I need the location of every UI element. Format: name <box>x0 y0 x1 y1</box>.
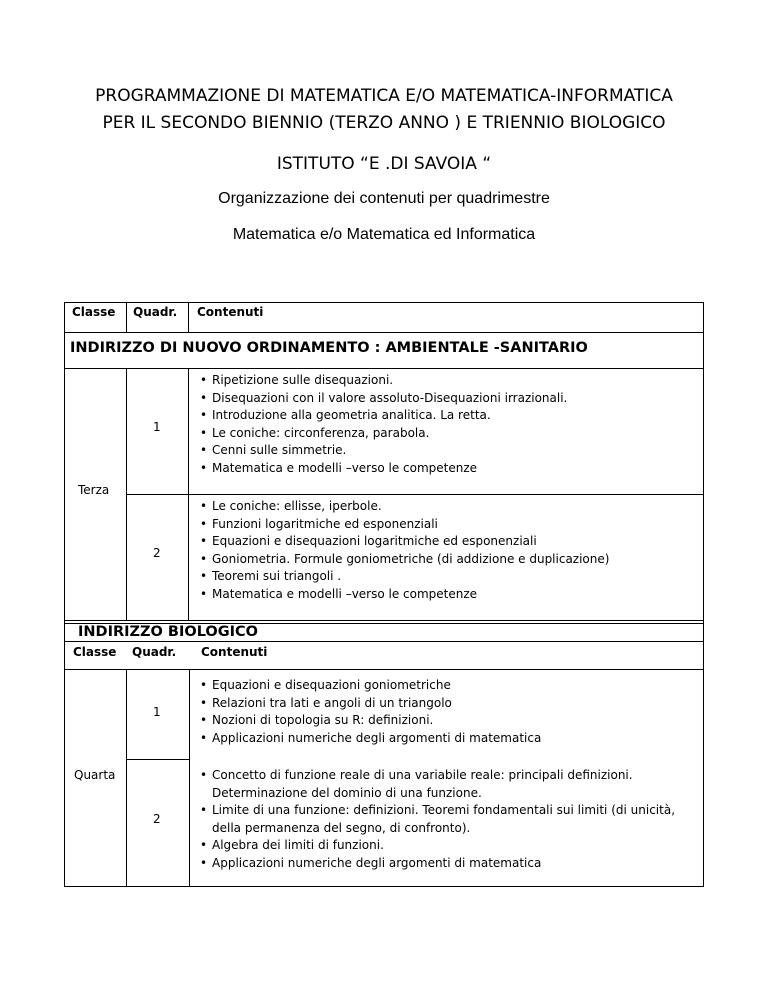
list-item: • Relazioni tra lati e angoli di un triangolo <box>200 695 698 713</box>
quadr-number: 2 <box>153 812 161 826</box>
list-item: • Applicazioni numeriche degli argomenti di matematica <box>200 730 698 748</box>
column-header-contenuti: Contenuti <box>201 645 268 659</box>
subtitle-organization: Organizzazione dei contenuti per quadrimestre <box>218 190 550 207</box>
list-item: • Matematica e modelli –verso le competenze <box>200 586 698 604</box>
list-item: • Ripetizione sulle disequazioni. <box>200 372 698 390</box>
section-title-biologico: INDIRIZZO BIOLOGICO <box>78 624 259 640</box>
list-item: • Teoremi sui triangoli . <box>200 568 698 586</box>
section-title-ambientale-sanitario: INDIRIZZO DI NUOVO ORDINAMENTO : AMBIENTALE -SANITARIO <box>70 340 588 356</box>
table-border <box>126 494 704 495</box>
table-border <box>64 368 704 369</box>
table-border <box>64 623 65 887</box>
table-border <box>126 669 127 887</box>
document-title-line2: PER IL SECONDO BIENNIO (TERZO ANNO ) E TRIENNIO BIOLOGICO <box>102 113 666 133</box>
list-item: • Equazioni e disequazioni goniometriche <box>200 677 698 695</box>
list-item: • Disequazioni con il valore assoluto-Disequazioni irrazionali. <box>200 390 698 408</box>
list-item: • Limite di una funzione: definizioni. Teoremi fondamentali sui limiti (di unicità, della permanenza del segno, di confronto). <box>200 802 688 837</box>
content-list <box>200 498 698 604</box>
list-item: • Nozioni di topologia su R: definizioni. <box>200 712 698 730</box>
list-item: • Le coniche: circonferenza, parabola. <box>200 425 698 443</box>
content-list <box>200 767 688 873</box>
classe-label: Quarta <box>74 768 116 782</box>
list-item: • Funzioni logaritmiche ed esponenziali <box>200 516 698 534</box>
list-item: • Cenni sulle simmetrie. <box>200 442 698 460</box>
subtitle-subject: Matematica e/o Matematica ed Informatica <box>232 226 536 243</box>
quadr-number: 2 <box>153 546 161 560</box>
column-header-quadr: Quadr. <box>133 305 178 319</box>
list-item: • Introduzione alla geometria analitica. La retta. <box>200 407 698 425</box>
list-item: • Matematica e modelli –verso le competenze <box>200 460 698 478</box>
content-list <box>200 372 698 478</box>
table-border <box>64 302 65 623</box>
table-border <box>188 368 189 620</box>
list-item: • Applicazioni numeriche degli argomenti di matematica <box>200 855 688 873</box>
column-header-contenuti: Contenuti <box>197 305 264 319</box>
table-border <box>188 302 189 332</box>
column-header-classe: Classe <box>73 645 117 659</box>
list-item: • Goniometria. Formule goniometriche (di addizione e duplicazione) <box>200 551 698 569</box>
content-list <box>200 677 698 747</box>
document-title-line1: PROGRAMMAZIONE DI MATEMATICA E/O MATEMATICA-INFORMATICA <box>95 86 673 106</box>
table-border <box>64 332 704 333</box>
quadr-number: 1 <box>153 705 161 719</box>
classe-label: Terza <box>78 483 110 497</box>
list-item: • Equazioni e disequazioni logaritmiche ed esponenziali <box>200 533 698 551</box>
table-border <box>703 623 704 887</box>
list-item: • Concetto di funzione reale di una variabile reale: principali definizioni. Determinazione del dominio di una funzione. <box>200 767 688 802</box>
column-header-quadr: Quadr. <box>132 645 177 659</box>
table-border <box>64 302 704 303</box>
list-item: • Le coniche: ellisse, iperbole. <box>200 498 698 516</box>
table-border <box>126 368 127 620</box>
list-item: • Algebra dei limiti di funzioni. <box>200 837 688 855</box>
table-border <box>64 886 704 887</box>
table-border <box>64 641 704 642</box>
table-border <box>189 669 190 887</box>
table-border <box>126 302 127 332</box>
table-border <box>64 620 704 621</box>
column-header-classe: Classe <box>72 305 116 319</box>
school-name: ISTITUTO “E .DI SAVOIA “ <box>276 154 492 174</box>
table-border <box>703 302 704 623</box>
quadr-number: 1 <box>153 420 161 434</box>
table-border <box>64 669 704 670</box>
table-border <box>126 759 190 760</box>
